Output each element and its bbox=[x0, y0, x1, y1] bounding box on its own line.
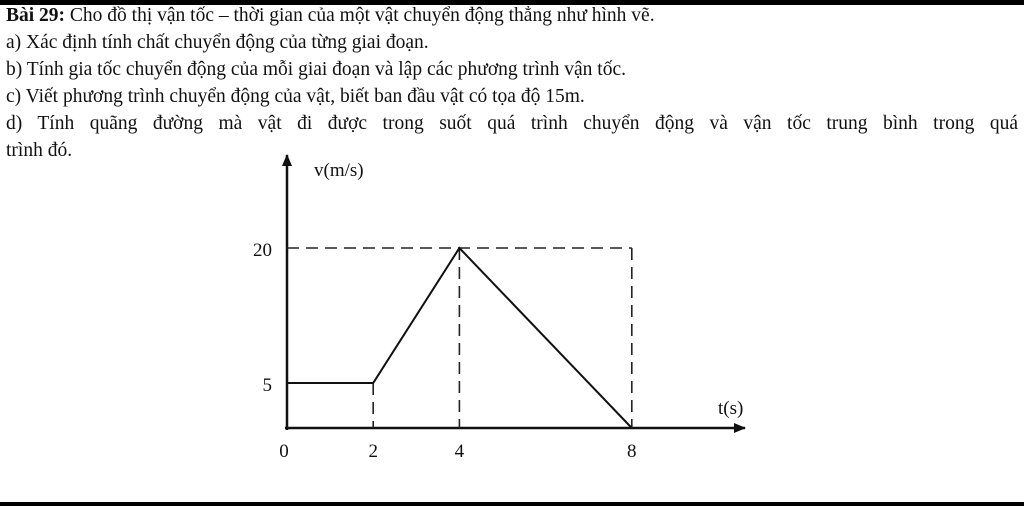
bottom-border bbox=[0, 502, 1024, 506]
part-b: b) Tính gia tốc chuyển động của mỗi giai đoạn và lập các phương trình vận tốc. bbox=[6, 59, 626, 80]
x-tick-label-4: 4 bbox=[454, 441, 465, 462]
x-tick-label-8: 8 bbox=[627, 441, 637, 462]
part-c: c) Viết phương trình chuyển động của vật, biết ban đầu vật có tọa độ 15m. bbox=[6, 86, 585, 107]
y-tick-label-5: 5 bbox=[262, 375, 272, 396]
x-axis-label: t(s) bbox=[718, 398, 744, 419]
y-tick-label-20: 20 bbox=[253, 240, 272, 261]
problem-intro: Cho đồ thị vận tốc – thời gian của một vật chuyển động thẳng như hình vẽ. bbox=[69, 5, 655, 26]
part-d-continued: trình đó. bbox=[6, 140, 73, 161]
x-tick-label-2: 2 bbox=[368, 441, 378, 462]
part-d: d) Tính quãng đường mà vật đi được trong suốt quá trình chuyển động và vận tốc trung bình trong quá bbox=[6, 113, 1018, 134]
x-tick-label-0: 0 bbox=[279, 441, 289, 462]
part-a: a) Xác định tính chất chuyển động của từng giai đoạn. bbox=[6, 32, 429, 53]
problem-title: Bài 29: bbox=[6, 5, 66, 26]
y-axis-label: v(m/s) bbox=[314, 160, 364, 181]
